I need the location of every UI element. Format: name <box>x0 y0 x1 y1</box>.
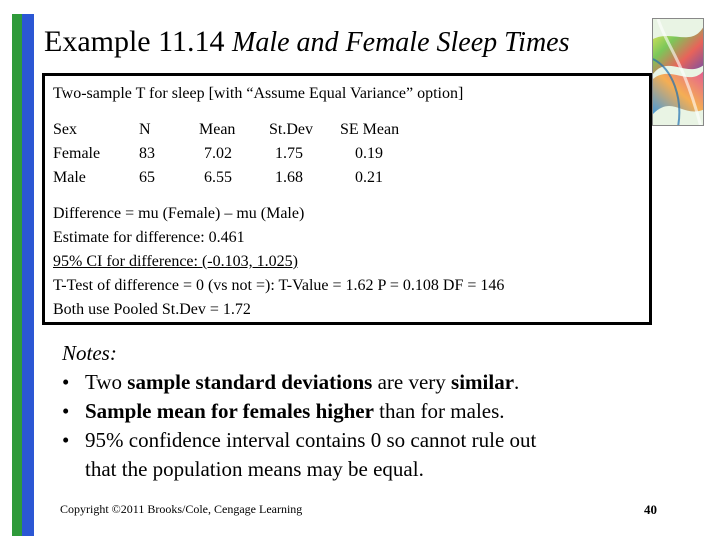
header-se-mean: SE Mean <box>340 121 400 138</box>
cell-sex: Male <box>53 169 86 186</box>
output-heading: Two-sample T for sleep [with “Assume Equal Variance” option] <box>53 85 464 102</box>
slide-title <box>44 22 570 62</box>
cell-n: 65 <box>139 169 155 186</box>
cell-mean: 7.02 <box>204 145 232 162</box>
bullet-icon: • <box>62 370 70 394</box>
table-row <box>53 166 433 190</box>
note-emphasis: similar <box>451 370 515 394</box>
header-n: N <box>139 121 151 138</box>
list-item <box>62 426 536 484</box>
header-sex: Sex <box>53 121 77 138</box>
t-test-line: T-Test of difference = 0 (vs not =): T-Value = 1.62 P = 0.108 DF = 146 <box>53 277 505 294</box>
table-row <box>53 142 433 166</box>
swirl-graphic <box>653 19 704 126</box>
bullet-icon: • <box>62 428 70 452</box>
difference-line: Difference = mu (Female) – mu (Male) <box>53 205 305 222</box>
left-accent-bar-blue <box>22 14 34 536</box>
list-item <box>62 368 536 397</box>
cell-mean: 6.55 <box>204 169 232 186</box>
note-text: that the population means may be equal. <box>85 457 424 481</box>
note-text: . <box>514 370 520 394</box>
minitab-output-box <box>42 73 652 325</box>
note-text: 95% confidence interval contains 0 so cannot rule out <box>85 428 537 452</box>
notes-title: Notes: <box>62 341 117 365</box>
table-header-row <box>53 118 433 142</box>
cell-stdev: 1.68 <box>275 169 303 186</box>
header-mean: Mean <box>199 121 236 138</box>
note-text: Two <box>85 370 128 394</box>
stats-table <box>53 118 433 190</box>
cell-sex: Female <box>53 145 101 162</box>
cell-n: 83 <box>139 145 155 162</box>
cell-se-mean: 0.19 <box>355 145 383 162</box>
note-emphasis: Sample mean for females higher <box>85 399 374 423</box>
cell-stdev: 1.75 <box>275 145 303 162</box>
slide-title-main: Example 11.14 <box>44 25 225 58</box>
decorative-swirl-image <box>652 18 704 126</box>
left-accent-bar-green <box>12 14 22 536</box>
note-text: than for males. <box>373 399 505 423</box>
bullet-icon: • <box>62 399 70 423</box>
note-text: are very <box>372 370 452 394</box>
slide-title-subtitle: Male and Female Sleep Times <box>232 27 570 58</box>
test-results <box>53 202 504 322</box>
notes-list <box>62 368 536 484</box>
note-emphasis: sample standard deviations <box>127 370 373 394</box>
cell-se-mean: 0.21 <box>355 169 383 186</box>
notes-section <box>62 339 536 484</box>
pooled-stdev-line: Both use Pooled St.Dev = 1.72 <box>53 301 251 318</box>
copyright-notice: Copyright ©2011 Brooks/Cole, Cengage Learning <box>60 502 303 516</box>
header-stdev: St.Dev <box>269 121 313 138</box>
confidence-interval-line: 95% CI for difference: (-0.103, 1.025) <box>53 253 298 270</box>
list-item <box>62 397 536 426</box>
page-number: 40 <box>644 502 657 517</box>
estimate-line: Estimate for difference: 0.461 <box>53 229 245 246</box>
